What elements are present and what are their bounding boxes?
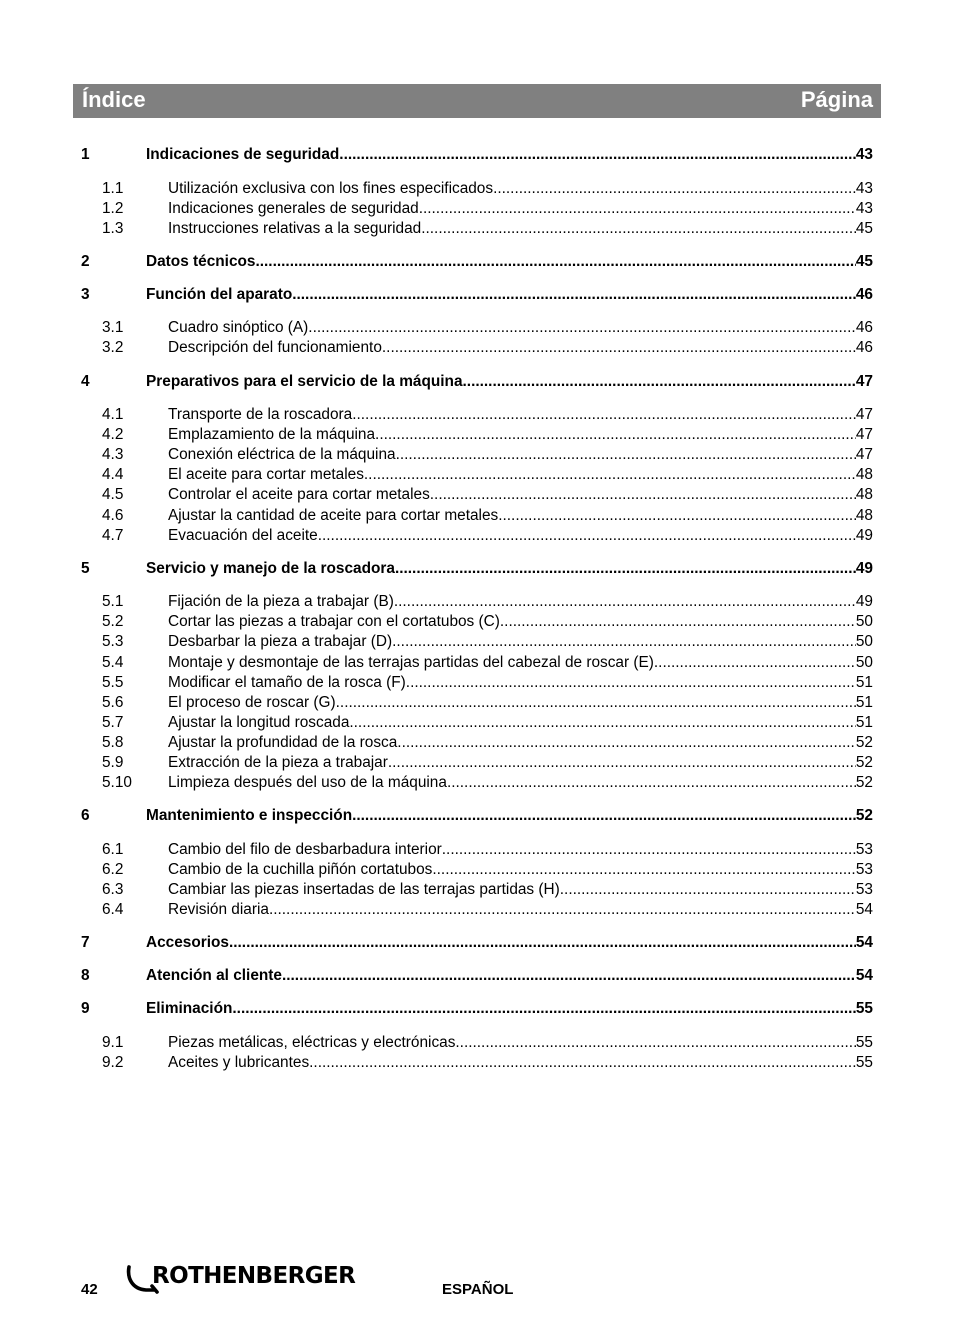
- toc-entry: [168, 1033, 873, 1053]
- toc-leader-dots: [352, 806, 856, 826]
- toc-entry: [168, 465, 873, 485]
- toc-leader-dots: [395, 559, 856, 579]
- toc-title: Ajustar la longitud roscada: [168, 713, 350, 731]
- toc-leader-dots: [339, 145, 856, 165]
- toc-title: Modificar el tamaño de la rosca (F): [168, 673, 406, 691]
- toc-entry: [168, 612, 873, 632]
- toc-page-number: 53: [855, 860, 873, 878]
- toc-leader-dots: [388, 753, 856, 773]
- toc-section: [81, 252, 873, 272]
- toc-leader-dots: [455, 1033, 855, 1053]
- language-label: ESPAÑOL: [442, 1281, 514, 1298]
- toc-entry: [146, 372, 873, 392]
- toc-subsection: [81, 445, 873, 465]
- toc-page-number: 52: [855, 733, 873, 751]
- toc-title: Ajustar la profundidad de la rosca: [168, 733, 398, 751]
- toc-title: Piezas metálicas, eléctricas y electrónicas: [168, 1033, 456, 1051]
- toc-page-number: 43: [855, 146, 873, 163]
- toc-title: Servicio y manejo de la roscadora: [146, 559, 395, 577]
- toc-subsection: [81, 673, 873, 693]
- toc-page-number: 48: [855, 466, 873, 484]
- toc-page-number: 54: [855, 967, 873, 985]
- toc-leader-dots: [493, 179, 856, 199]
- toc-page-number: 48: [855, 486, 873, 504]
- toc-leader-dots: [255, 252, 855, 272]
- toc-page-number: 51: [855, 693, 873, 711]
- toc-subsection: [81, 693, 873, 713]
- toc-leader-dots: [394, 592, 856, 612]
- toc-entry: [168, 1053, 873, 1073]
- toc-page-number: 47: [855, 406, 873, 423]
- toc-page-number: 45: [855, 219, 873, 237]
- toc-page-number: 47: [855, 446, 873, 464]
- toc-entry: [168, 713, 873, 733]
- toc-title: Cambio del filo de desbarbadura interior: [168, 840, 442, 858]
- toc-subsection: [81, 199, 873, 219]
- toc-section: [81, 806, 873, 826]
- toc-leader-dots: [421, 219, 856, 239]
- toc-page-number: 55: [855, 1000, 873, 1018]
- toc-header: [73, 84, 881, 118]
- toc-page-number: 46: [855, 285, 873, 303]
- toc-title: Limpieza después del uso de la máquina: [168, 774, 447, 792]
- toc-subsection: [81, 1033, 873, 1053]
- toc-subsection: [81, 506, 873, 526]
- toc-number: 7: [81, 934, 90, 952]
- toc-entry: [146, 559, 873, 579]
- toc-entry: [168, 693, 873, 713]
- toc-number: 5.9: [102, 754, 124, 771]
- toc-entry: [168, 860, 873, 880]
- toc-entry: [146, 999, 873, 1019]
- toc-entry: [168, 840, 873, 860]
- toc-page-number: 45: [855, 252, 873, 270]
- toc-entry: [168, 632, 873, 652]
- toc-leader-dots: [447, 773, 856, 793]
- toc-page-number: 54: [855, 934, 873, 952]
- toc-leader-dots: [375, 425, 856, 445]
- toc-title: Instrucciones relativas a la seguridad: [168, 219, 422, 237]
- toc-subsection: [81, 485, 873, 505]
- toc-entry: [146, 285, 873, 305]
- toc-section: [81, 999, 873, 1019]
- toc-subsection: [81, 773, 873, 793]
- toc-subsection: [81, 338, 873, 358]
- toc-title: Desbarbar la pieza a trabajar (D): [168, 633, 393, 651]
- toc-title: Indicaciones de seguridad: [146, 146, 340, 163]
- brand-name: ROTHENBERGER: [152, 1263, 356, 1289]
- toc-section: [81, 933, 873, 953]
- toc-number: 5.10: [102, 774, 132, 792]
- toc-subsection: [81, 526, 873, 546]
- toc-section: [81, 966, 873, 986]
- toc-title: Eliminación: [146, 1000, 233, 1018]
- toc-title: El proceso de roscar (G): [168, 693, 336, 711]
- toc-number: 3.2: [102, 339, 124, 357]
- toc-page-number: 50: [855, 633, 873, 651]
- toc-page-number: 53: [855, 840, 873, 858]
- toc-leader-dots: [397, 733, 856, 753]
- toc-number: 9.1: [102, 1033, 124, 1051]
- toc-leader-dots: [292, 285, 856, 305]
- toc-title: Cambio de la cuchilla piñón cortatubos: [168, 860, 433, 878]
- toc-title: Utilización exclusiva con los fines especificados: [168, 179, 494, 197]
- toc-number: 4.6: [102, 506, 124, 524]
- toc-number: 6.1: [102, 840, 124, 858]
- toc-subsection: [81, 612, 873, 632]
- toc-number: 4.2: [102, 426, 124, 444]
- toc-subsection: [81, 900, 873, 920]
- toc-title: Cambiar las piezas insertadas de las terrajas partidas (H): [168, 880, 560, 898]
- toc-leader-dots: [432, 860, 856, 880]
- toc-subsection: [81, 318, 873, 338]
- toc-entry: [168, 773, 873, 793]
- toc-page-number: 55: [855, 1053, 873, 1071]
- toc-title: Indicaciones generales de seguridad: [168, 199, 419, 217]
- toc-number: 1.3: [102, 219, 124, 237]
- toc-page-number: 48: [855, 506, 873, 524]
- toc-subsection: [81, 753, 873, 773]
- toc-page-number: 52: [855, 774, 873, 792]
- toc-number: 5.1: [102, 593, 124, 611]
- toc-entry: [168, 673, 873, 693]
- toc-leader-dots: [560, 880, 856, 900]
- toc-subsection: [81, 880, 873, 900]
- toc-number: 6.4: [102, 901, 124, 918]
- toc-leader-dots: [442, 840, 856, 860]
- toc-number: 4.4: [102, 466, 124, 484]
- toc-title: Aceites y lubricantes: [168, 1053, 310, 1071]
- toc-number: 2: [81, 252, 90, 270]
- toc-number: 6: [81, 807, 90, 825]
- toc-title: El aceite para cortar metales: [168, 466, 364, 484]
- toc-page-number: 46: [855, 339, 873, 357]
- toc-entry: [146, 806, 873, 826]
- toc-title: Descripción del funcionamiento: [168, 339, 382, 357]
- toc-page-number: 53: [855, 880, 873, 898]
- toc-number: 9: [81, 1000, 90, 1018]
- toc-title: Accesorios: [146, 934, 229, 952]
- toc-leader-dots: [352, 405, 856, 425]
- toc-title: Cortar las piezas a trabajar con el cortatubos (C): [168, 613, 500, 631]
- toc-entry: [168, 733, 873, 753]
- toc-number: 5: [81, 559, 90, 577]
- toc-subsection: [81, 860, 873, 880]
- toc-number: 4.3: [102, 446, 124, 464]
- toc-subsection: [81, 653, 873, 673]
- toc-number: 5.6: [102, 693, 124, 711]
- toc-page-number: 47: [855, 372, 873, 390]
- toc-title: Conexión eléctrica de la máquina: [168, 446, 396, 464]
- toc-title: Cuadro sinóptico (A): [168, 319, 309, 337]
- page-column-heading: Página: [800, 87, 873, 112]
- toc-page-number: 49: [855, 593, 873, 611]
- toc-section: [81, 559, 873, 579]
- toc-title: Mantenimiento e inspección: [146, 807, 353, 825]
- toc-entry: [146, 966, 873, 986]
- toc-title: Controlar el aceite para cortar metales: [168, 486, 430, 504]
- toc-number: 5.2: [102, 613, 124, 631]
- toc-entry: [168, 880, 873, 900]
- toc-leader-dots: [232, 999, 855, 1019]
- toc-number: 4.7: [102, 526, 124, 544]
- toc-number: 6.3: [102, 880, 124, 898]
- toc-page-number: 52: [855, 807, 873, 825]
- toc-subsection: [81, 632, 873, 652]
- toc-leader-dots: [364, 465, 856, 485]
- toc-number: 4: [81, 372, 90, 390]
- toc-number: 4.5: [102, 486, 124, 504]
- toc-page-number: 51: [855, 713, 873, 731]
- toc-number: 1.1: [102, 179, 124, 197]
- toc-leader-dots: [498, 506, 856, 526]
- toc-number: 5.3: [102, 633, 124, 651]
- toc-section: [81, 145, 873, 165]
- toc-leader-dots: [500, 612, 856, 632]
- toc-leader-dots: [463, 372, 856, 392]
- toc-page-number: 54: [855, 901, 873, 918]
- toc-entry: [168, 592, 873, 612]
- toc-number: 3: [81, 285, 90, 303]
- toc-number: 8: [81, 967, 90, 985]
- toc-entry: [146, 252, 873, 272]
- toc-subsection: [81, 425, 873, 445]
- toc-number: 5.8: [102, 733, 124, 751]
- toc-title: Función del aparato: [146, 285, 293, 303]
- toc-leader-dots: [229, 933, 856, 953]
- toc-entry: [168, 900, 873, 920]
- rothenberger-logo: [124, 1262, 364, 1298]
- toc-title: Montaje y desmontaje de las terrajas partidas del cabezal de roscar (E): [168, 653, 654, 671]
- toc-number: 1.2: [102, 199, 124, 217]
- toc-page-number: 47: [855, 426, 873, 444]
- toc-title: Datos técnicos: [146, 252, 256, 270]
- toc-page-number: 43: [855, 199, 873, 217]
- toc-subsection: [81, 733, 873, 753]
- toc-entry: [168, 425, 873, 445]
- toc-subsection: [81, 179, 873, 199]
- toc-page-number: 52: [855, 754, 873, 771]
- toc-title: Emplazamiento de la máquina: [168, 426, 376, 444]
- toc-leader-dots: [349, 713, 856, 733]
- toc-number: 9.2: [102, 1053, 124, 1071]
- toc-leader-dots: [654, 653, 856, 673]
- toc-leader-dots: [419, 199, 856, 219]
- toc-title: Atención al cliente: [146, 967, 282, 985]
- toc-page-number: 51: [855, 673, 873, 691]
- toc-page-number: 49: [855, 559, 873, 577]
- toc-title: Ajustar la cantidad de aceite para cortar metales: [168, 506, 499, 524]
- toc-subsection: [81, 713, 873, 733]
- toc-heading: Índice: [82, 87, 146, 112]
- toc-entry: [168, 753, 873, 773]
- toc-number: 6.2: [102, 860, 124, 878]
- toc-title: Extracción de la pieza a trabajar: [168, 754, 388, 771]
- toc-entry: [168, 506, 873, 526]
- toc-leader-dots: [336, 693, 856, 713]
- toc-page-number: 43: [855, 179, 873, 197]
- toc-title: Fijación de la pieza a trabajar (B): [168, 593, 394, 611]
- toc-entry: [168, 179, 873, 199]
- toc-entry: [168, 219, 873, 239]
- toc-title: Transporte de la roscadora: [168, 406, 353, 423]
- toc-number: 5.5: [102, 673, 124, 691]
- toc-number: 5.4: [102, 653, 124, 671]
- toc-leader-dots: [392, 632, 856, 652]
- toc-leader-dots: [309, 1053, 856, 1073]
- toc-entry: [168, 405, 873, 425]
- toc-title: Evacuación del aceite: [168, 526, 318, 544]
- toc-subsection: [81, 592, 873, 612]
- toc-entry: [168, 199, 873, 219]
- toc-entry: [146, 933, 873, 953]
- toc-subsection: [81, 1053, 873, 1073]
- toc-number: 5.7: [102, 713, 124, 731]
- toc-page-number: 50: [855, 653, 873, 671]
- toc-leader-dots: [430, 485, 856, 505]
- toc-page-number: 55: [855, 1033, 873, 1051]
- toc-entry: [168, 653, 873, 673]
- toc-title: Preparativos para el servicio de la máquina: [146, 372, 463, 390]
- toc-subsection: [81, 405, 873, 425]
- toc-entry: [168, 318, 873, 338]
- toc-leader-dots: [282, 966, 856, 986]
- toc-entry: [146, 145, 873, 165]
- toc-leader-dots: [382, 338, 856, 358]
- toc-subsection: [81, 465, 873, 485]
- toc-entry: [168, 485, 873, 505]
- toc-number: 3.1: [102, 319, 124, 337]
- page-number: 42: [81, 1281, 98, 1298]
- toc-title: Revisión diaria: [168, 901, 269, 918]
- toc-section: [81, 372, 873, 392]
- toc-page-number: 46: [855, 319, 873, 337]
- toc-entry: [168, 445, 873, 465]
- toc-leader-dots: [308, 318, 856, 338]
- toc-leader-dots: [406, 673, 856, 693]
- toc-number: 1: [81, 146, 90, 163]
- toc-leader-dots: [318, 526, 856, 546]
- toc-entry: [168, 526, 873, 546]
- toc-leader-dots: [269, 900, 856, 920]
- toc-subsection: [81, 840, 873, 860]
- toc-entry: [168, 338, 873, 358]
- toc-page-number: 49: [855, 526, 873, 544]
- toc-page-number: 50: [855, 613, 873, 631]
- toc-section: [81, 285, 873, 305]
- toc-subsection: [81, 219, 873, 239]
- toc-leader-dots: [396, 445, 856, 465]
- toc-number: 4.1: [102, 406, 124, 423]
